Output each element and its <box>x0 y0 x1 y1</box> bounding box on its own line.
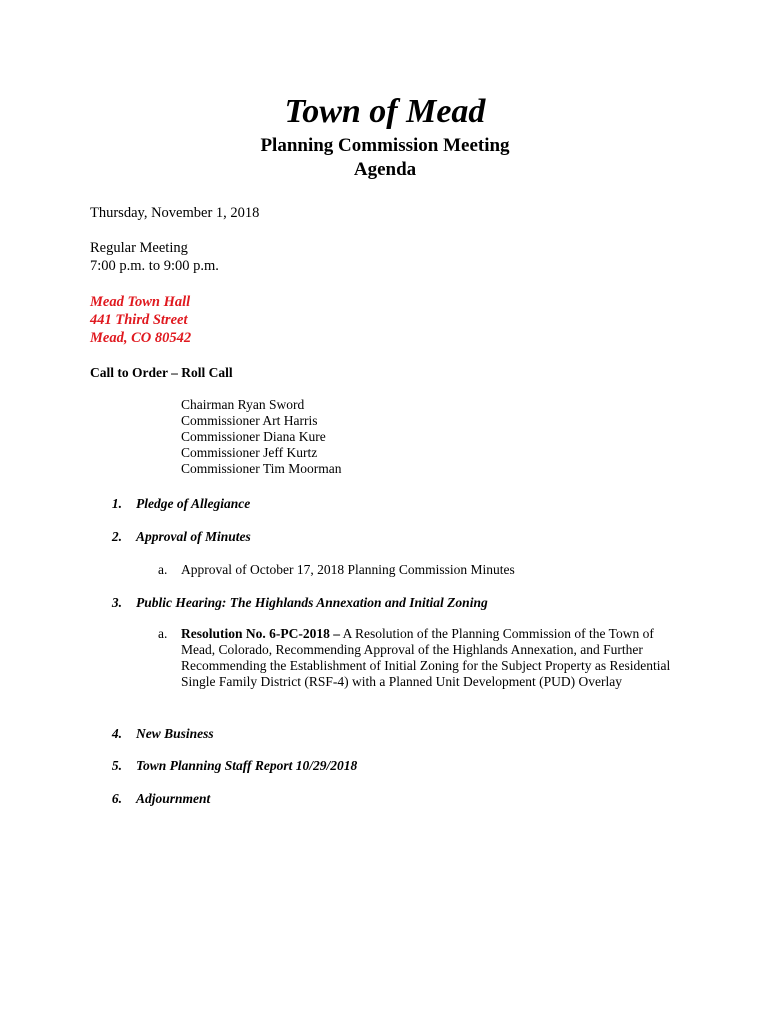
location-city: Mead, CO 80542 <box>90 330 192 346</box>
resolution-paragraph <box>181 626 676 690</box>
agenda-item-number: 1. <box>111 496 122 511</box>
resolution-number: Resolution No. 6-PC-2018 – <box>181 626 340 641</box>
roll-call-member: Commissioner Jeff Kurtz <box>181 445 318 460</box>
location-street: 441 Third Street <box>90 312 188 328</box>
sub-item-letter: a. <box>158 626 168 641</box>
roll-call-member: Chairman Ryan Sword <box>181 397 305 412</box>
agenda-item-public-hearing: Public Hearing: The Highlands Annexation and Initial Zoning <box>136 595 488 610</box>
agenda-item-new-business: New Business <box>136 726 214 741</box>
agenda-item-adjournment: Adjournment <box>136 791 211 806</box>
location-name: Mead Town Hall <box>90 294 191 310</box>
agenda-item-staff-report: Town Planning Staff Report 10/29/2018 <box>136 758 358 773</box>
meeting-subtitle: Planning Commission Meeting <box>260 135 510 156</box>
agenda-item-number: 2. <box>111 529 122 544</box>
sub-item-letter: a. <box>158 562 168 577</box>
agenda-item-number: 4. <box>111 726 122 741</box>
agenda-item-number: 5. <box>111 758 122 773</box>
agenda-item-number: 6. <box>111 791 122 806</box>
roll-call-member: Commissioner Tim Moorman <box>181 461 342 476</box>
agenda-item-approval-minutes: Approval of Minutes <box>136 529 251 544</box>
resolution-text: A Resolution of the Planning Commission of the Town of Mead, Colorado, Recommending Approval of the Highlands Annexation, and Further Recommending the Establishment of Initial Zoning for the Subject Property as Residential Single Family District (RSF-4) with a Planned Unit Development (PUD) Overlay <box>181 626 671 689</box>
meeting-date: Thursday, November 1, 2018 <box>90 205 260 221</box>
document-type: Agenda <box>353 159 417 180</box>
agenda-item-number: 3. <box>111 595 122 610</box>
roll-call-member: Commissioner Diana Kure <box>181 429 326 444</box>
meeting-time: 7:00 p.m. to 9:00 p.m. <box>90 258 219 274</box>
roll-call-member: Commissioner Art Harris <box>181 413 318 428</box>
roll-call-heading: Call to Order – Roll Call <box>90 365 233 380</box>
sub-item-minutes: Approval of October 17, 2018 Planning Commission Minutes <box>181 562 515 577</box>
page-title: Town of Mead <box>284 93 486 130</box>
agenda-item-pledge: Pledge of Allegiance <box>136 496 251 511</box>
meeting-type: Regular Meeting <box>90 240 188 256</box>
